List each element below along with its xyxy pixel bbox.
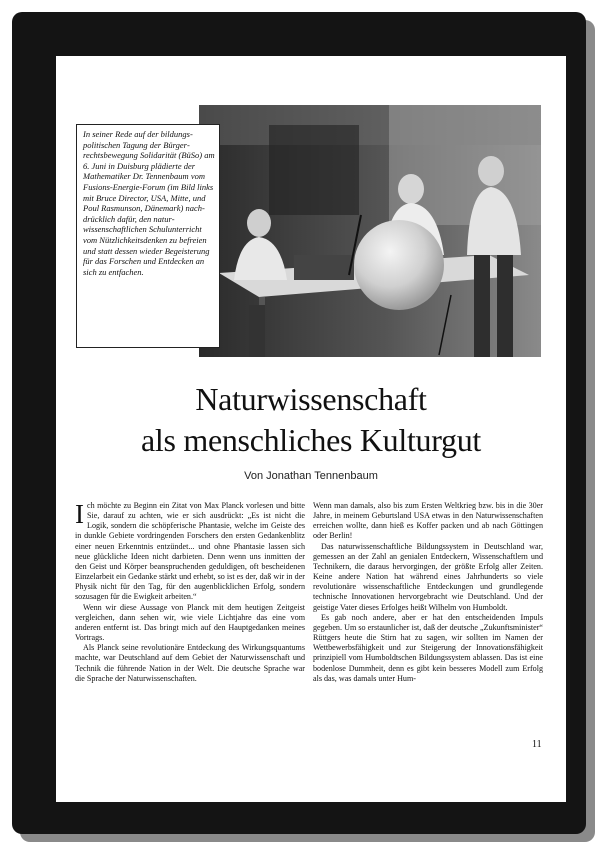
text-column-left <box>75 501 305 684</box>
article-title-line-2: als menschliches Kulturgut <box>141 422 481 458</box>
page-number: 11 <box>532 739 542 750</box>
event-photo <box>199 105 541 357</box>
page-frame <box>12 12 586 834</box>
text-column-right <box>313 501 543 684</box>
photo-caption: In seiner Rede auf der bildungspolitischen Tagung der Bürgerrechtsbewegung Solidarität (BüSo) am 6. Juni in Duisburg plädierte der Mathematiker Dr. Tennenbaum vom Fusions-Energie-Forum (im Bild links mit Bruce Director, USA, Mitte, und Poul Rasmunson, Dänemark) nachdrücklich dafür, den naturwissenschaftlichen Schulunterricht vom Nützlichkeitsdenken zu befreien und statt dessen wieder Begeisterung für das Forschen und Entdecken an sich zu entfachen. <box>76 124 220 348</box>
article-title-line-1: Naturwissenschaft <box>195 381 427 417</box>
magazine-page <box>56 56 566 802</box>
drop-cap: I <box>75 499 84 529</box>
paragraph: Das naturwissenschaftliche Bildungssystem in Deutschland war, gemessen an der Zahl an genialen Entdeckern, Wissenschaftlern und Technikern, die daraus hervorgingen, der größte Erfolg aller Zeiten. Keine andere Nation hat während eines Jahrhunderts so viele revolutionäre wissenschaftliche Entdeckungen und grundlegende technische Innovationen hervorgebracht wie Deutschland. Und der geistige Vater dieses Erfolges heißt Wilhelm von Humboldt. <box>313 541 543 612</box>
byline: Von Jonathan Tennenbaum <box>244 470 378 482</box>
paragraph: Als Planck seine revolutionäre Entdeckung des Wirkungsquantums machte, war Deutschland auf dem Gebiet der Naturwissenschaft und Technik die führende Nation in der Welt. Die deutsche Sprache war die Sprache der Naturwissenschaften. <box>75 643 305 683</box>
paragraph: Es gab noch andere, aber er hat den entscheidenden Impuls gegeben. Um so erstaunlicher ist, daß der deutsche „Zukunftsminister“ Rüttgers heute die Stirn hat zu sagen, wir sollten im Namen der Wettbewerbsfähigkeit und zur Steigerung der Innovationsfähigkeit prinzipiell vom Humboldtschen Bildungssystem ablassen. Das ist eine bodenlose Dummheit, denn es gibt kein besseres Modell zum Erfolg als das, was damals unter Hum- <box>313 612 543 683</box>
event-photo-illustration <box>199 105 541 357</box>
paragraph-text: ch möchte zu Beginn ein Zitat von Max Planck vorlesen und bitte Sie, darauf zu achten, wie er sich ausdrückt: „Es ist nicht die Logik, sondern die schöpferische Phantasie, welche im Geiste des in dunkle Gebiete vordringenden Forschers den ersten Gedankenblitz einer neuen Erkenntnis entzündet... und ohne Phantasie lassen sich neue glückliche Ideen nicht darbieten. Denn wenn uns inmitten der den Geist und Körper beanspruchenden geduldigen, oft bescheidenen Einzelarbeit ein Gedanke stärkt und erhebt, so ist es der, daß wir in der Physik nicht für den Tag, für den augenblicklichen Erfolg, sondern sozusagen für die Ewigkeit arbeiten.“ <box>75 501 305 602</box>
paragraph: Wenn wir diese Aussage von Planck mit dem heutigen Zeitgeist vergleichen, dann sehen wir, wie viele Lichtjahre das eine vom anderen entfernt ist. Das bringt mich auf den Hauptgedanken meines Vortrags. <box>75 602 305 643</box>
paragraph <box>75 501 305 603</box>
paragraph: Wenn man damals, also bis zum Ersten Weltkrieg bzw. bis in die 30er Jahre, in meinem Geburtsland USA etwas in den Naturwissenschaften erreichen wollte, dann hieß es Koffer packen und ab nach Göttingen oder Berlin! <box>313 501 543 541</box>
